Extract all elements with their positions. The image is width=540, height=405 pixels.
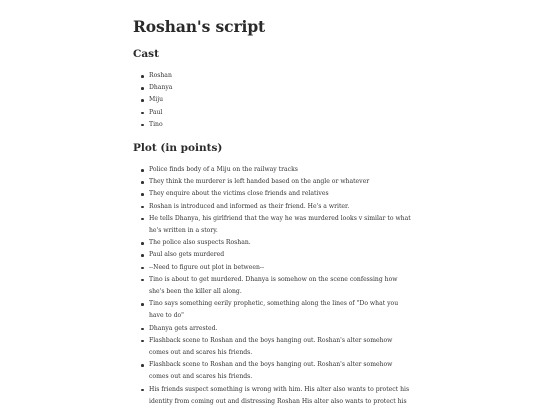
plot-item: Police finds body of a Miju on the railway tracks [149,164,411,176]
plot-item: Dhanya gets arrested. [149,323,411,335]
plot-item: Flashback scene to Roshan and the boys hanging out. Roshan's alter somehow comes out and scares his friends. [149,359,411,383]
cast-item-dhanya: Dhanya [149,82,433,94]
cast-item-roshan: Roshan [149,70,433,82]
page-title: Roshan's script [133,17,266,36]
plot-item: Paul also gets murdered [149,249,411,261]
document-content [133,17,433,405]
cast-item-tino: Tino [149,119,433,131]
plot-item: The police also suspects Roshan. [149,237,411,249]
plot-list [133,164,433,405]
cast-item-miju: Miju [149,94,433,106]
plot-item: They think the murderer is left handed based on the angle or whatever [149,176,411,188]
plot-heading: Plot (in points) [133,142,223,155]
plot-item: Tino says something eerily prophetic, something along the lines of "Do what you have to do" [149,298,411,322]
cast-item-paul: Paul [149,107,433,119]
plot-item: They enquire about the victims close friends and relatives [149,188,411,200]
plot-item: Flashback scene to Roshan and the boys hanging out. Roshan's alter somehow comes out and scares his friends. [149,335,411,359]
plot-item: His friends suspect something is wrong with him. His alter also wants to protect his identity from coming out and distressing Roshan His alter also wants to protect his [149,384,411,405]
cast-list [133,70,433,131]
plot-item: Roshan is introduced and informed as their friend. He's a writer. [149,201,411,213]
plot-item: Tino is about to get murdered. Dhanya is somehow on the scene confessing how she's been the killer all along. [149,274,411,298]
cast-heading: Cast [133,48,159,60]
plot-item: --Need to figure out plot in between-- [149,262,411,274]
plot-item: He tells Dhanya, his girlfriend that the way he was murdered looks v similar to what he's written in a story. [149,213,411,237]
